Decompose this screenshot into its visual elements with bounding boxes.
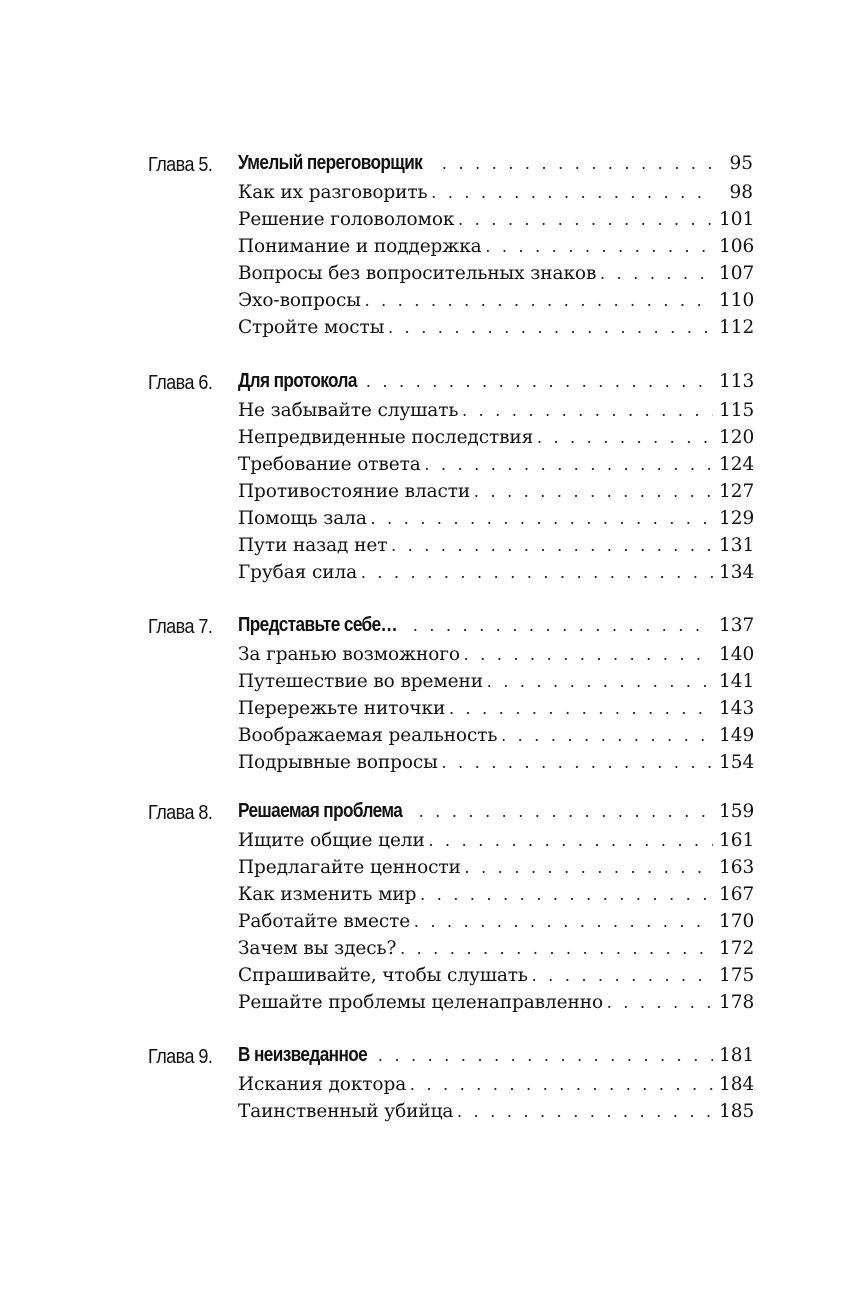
section-title: Работайте вместе <box>238 911 411 932</box>
chapter-heading-row[interactable] <box>0 614 862 644</box>
dot-leader <box>414 911 713 932</box>
dot-leader <box>419 801 713 822</box>
page-number: 140 <box>719 644 755 665</box>
page-number: 106 <box>719 236 755 257</box>
section-title: Таинственный убийца <box>238 1101 454 1122</box>
dot-leader <box>474 481 713 502</box>
toc-section-row[interactable] <box>0 454 862 481</box>
toc-section-row[interactable] <box>0 1074 862 1101</box>
section-title: Пути назад нет <box>238 535 388 556</box>
page-number: 143 <box>719 698 755 719</box>
toc-section-row[interactable] <box>0 236 862 263</box>
page-number: 115 <box>719 400 755 421</box>
toc-section-row[interactable] <box>0 857 862 884</box>
section-title: Решение головоломок <box>238 209 455 230</box>
toc-chapter-9 <box>0 1044 862 1128</box>
page-number: 159 <box>719 801 755 822</box>
toc-section-row[interactable] <box>0 508 862 535</box>
page-number: 107 <box>719 263 755 284</box>
page-number: 112 <box>719 317 755 338</box>
page-number: 98 <box>729 182 753 203</box>
dot-leader <box>366 371 713 392</box>
dot-leader <box>388 317 713 338</box>
section-title: Эхо-вопросы <box>238 290 361 311</box>
toc-section-row[interactable] <box>0 992 862 1019</box>
page-number: 129 <box>719 508 755 529</box>
toc-section-row[interactable] <box>0 400 862 427</box>
dot-leader <box>457 1101 713 1122</box>
dot-leader <box>378 1045 713 1066</box>
toc-section-row[interactable] <box>0 965 862 992</box>
chapter-title: Умелый переговорщик <box>238 152 423 174</box>
toc-section-row[interactable] <box>0 209 862 236</box>
section-title: Путешествие во времени <box>238 671 483 692</box>
toc-section-row[interactable] <box>0 317 862 344</box>
section-title: Ищите общие цели <box>238 830 425 851</box>
dot-leader <box>462 400 713 421</box>
dot-leader <box>464 644 713 665</box>
dot-leader <box>413 615 713 636</box>
chapter-heading-row[interactable] <box>0 152 862 182</box>
section-title: Не забывайте слушать <box>238 400 459 421</box>
dot-leader <box>420 884 713 905</box>
chapter-heading-row[interactable] <box>0 1044 862 1074</box>
page-number: 172 <box>719 938 755 959</box>
dot-leader <box>465 857 713 878</box>
page-number: 181 <box>719 1045 755 1066</box>
page-number: 127 <box>719 481 755 502</box>
toc-section-row[interactable] <box>0 698 862 725</box>
chapter-heading-row[interactable] <box>0 370 862 400</box>
page-number: 137 <box>719 615 755 636</box>
section-title: Стройте мосты <box>238 317 385 338</box>
section-title: Вопросы без вопросительных знаков <box>238 263 597 284</box>
page-number: 131 <box>719 535 755 556</box>
section-title: Грубая сила <box>238 562 358 583</box>
page-number: 101 <box>719 209 755 230</box>
section-title: Предлагайте ценности <box>238 857 461 878</box>
dot-leader <box>442 752 713 773</box>
page-number: 184 <box>719 1074 755 1095</box>
dot-leader <box>431 182 713 203</box>
page-number: 110 <box>719 290 755 311</box>
dot-leader <box>458 209 713 230</box>
chapter-label: Глава 5. <box>148 154 213 176</box>
dot-leader <box>532 965 713 986</box>
section-title: Как их разговорить <box>238 182 428 203</box>
section-title: Подрывные вопросы <box>238 752 438 773</box>
toc-chapter-7 <box>0 614 862 779</box>
toc-section-row[interactable] <box>0 725 862 752</box>
section-title: Воображаемая реальность <box>238 725 498 746</box>
toc-section-row[interactable] <box>0 1101 862 1128</box>
section-title: Как изменить мир <box>238 884 417 905</box>
section-title: Решайте проблемы целенаправленно <box>238 992 603 1013</box>
section-title: Противостояние власти <box>238 481 471 502</box>
page-number: 141 <box>719 671 755 692</box>
toc-section-row[interactable] <box>0 535 862 562</box>
page-number: 154 <box>719 752 755 773</box>
dot-leader <box>537 427 713 448</box>
toc-chapter-8 <box>0 800 862 1019</box>
dot-leader <box>501 725 713 746</box>
page-number: 185 <box>719 1101 755 1122</box>
chapter-heading-row[interactable] <box>0 800 862 830</box>
toc-chapter-5 <box>0 152 862 344</box>
section-title: Непредвиденные последствия <box>238 427 534 448</box>
dot-leader <box>391 535 713 556</box>
section-title: Искания доктора <box>238 1074 407 1095</box>
dot-leader <box>607 992 713 1013</box>
chapter-title: Представьте себе… <box>238 614 398 636</box>
page-number: 149 <box>719 725 755 746</box>
toc-section-row[interactable] <box>0 427 862 454</box>
toc-section-row[interactable] <box>0 884 862 911</box>
toc-section-row[interactable] <box>0 182 862 209</box>
dot-leader <box>365 290 713 311</box>
section-title: За гранью возможного <box>238 644 460 665</box>
dot-leader <box>371 508 713 529</box>
page-number: 170 <box>719 911 755 932</box>
section-title: Помощь зала <box>238 508 367 529</box>
section-title: Спрашивайте, чтобы слушать <box>238 965 528 986</box>
page-number: 161 <box>719 830 755 851</box>
toc-section-row[interactable] <box>0 481 862 508</box>
chapter-label: Глава 7. <box>148 616 213 638</box>
chapter-title: Решаемая проблема <box>238 800 403 822</box>
dot-leader <box>600 263 713 284</box>
dot-leader <box>449 698 713 719</box>
page-number: 134 <box>719 562 755 583</box>
toc-section-row[interactable] <box>0 752 862 779</box>
chapter-label: Глава 8. <box>148 802 213 824</box>
dot-leader <box>429 830 713 851</box>
section-title: Требование ответа <box>238 454 421 475</box>
section-title: Зачем вы здесь? <box>238 938 397 959</box>
dot-leader <box>410 1074 713 1095</box>
toc-section-row[interactable] <box>0 938 862 965</box>
page-number: 167 <box>719 884 755 905</box>
dot-leader <box>442 153 713 174</box>
page-number: 124 <box>719 454 755 475</box>
toc-section-row[interactable] <box>0 671 862 698</box>
toc-section-row[interactable] <box>0 263 862 290</box>
page-number: 178 <box>719 992 755 1013</box>
dot-leader <box>487 671 713 692</box>
section-title: Понимание и поддержка <box>238 236 482 257</box>
toc-section-row[interactable] <box>0 644 862 671</box>
chapter-label: Глава 6. <box>148 372 213 394</box>
section-title: Перережьте ниточки <box>238 698 446 719</box>
page-number: 113 <box>719 371 755 392</box>
dot-leader <box>425 454 713 475</box>
dot-leader <box>486 236 713 257</box>
dot-leader <box>400 938 713 959</box>
toc-chapter-6 <box>0 370 862 589</box>
toc-section-row[interactable] <box>0 830 862 857</box>
page-number: 95 <box>729 153 753 174</box>
page-number: 175 <box>719 965 755 986</box>
page-number: 120 <box>719 427 755 448</box>
toc-section-row[interactable] <box>0 290 862 317</box>
dot-leader <box>361 562 713 583</box>
toc-section-row[interactable] <box>0 911 862 938</box>
chapter-title: Для протокола <box>238 370 357 392</box>
chapter-title: В неизведанное <box>238 1044 368 1066</box>
page-number: 163 <box>719 857 755 878</box>
chapter-label: Глава 9. <box>148 1046 213 1068</box>
toc-section-row[interactable] <box>0 562 862 589</box>
